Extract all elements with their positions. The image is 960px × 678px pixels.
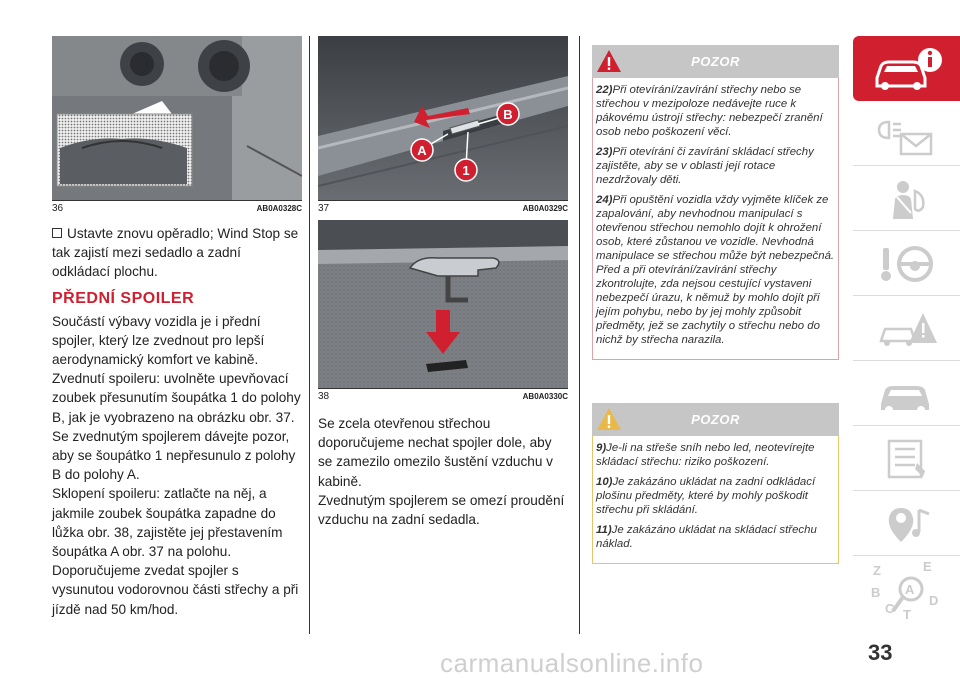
warning-title: POZOR xyxy=(691,412,740,427)
checkbox-bullet-icon xyxy=(52,228,62,238)
figure-code: AB0A0330C xyxy=(522,392,568,401)
index-letter: C xyxy=(884,600,894,616)
steering-wheel-key-icon xyxy=(867,238,947,288)
warning-item: 22)Při otevírání/zavírání střechy nebo se střechou v mezipoloze nedávejte ruce k pákovému ústrojí střechy: nebezpečí zranění osob nebo poškození věcí. xyxy=(596,84,823,138)
warning-item: 24)Při opuštění vozidla vždy vyjměte klíček ze zapalování, aby nevhodnou manipulací s otevřenou střechou nemohlo dojít k ohrožení osob, které zůstanou ve vozidle. Nevhodná manipulace se střechou může být nebezpečná. Před a při otevírání/zavírání střechy zkontrolujte, zda nejsou cestující vystaveni nebezpečí úrazu, k němuž by mohlo dojít při jejím pohybu, nebo by jej mohly způsobit předměty, jež se zachytily o střechu nebo do nichž by střecha narazila. xyxy=(596,194,835,346)
warning-box-2 xyxy=(592,403,839,564)
tab-dashboard-lights[interactable] xyxy=(853,101,960,166)
figure-37 xyxy=(318,36,568,216)
car-maintenance-icon xyxy=(867,368,947,418)
figure-36-image xyxy=(52,36,302,200)
car-info-icon xyxy=(867,44,947,94)
paragraph: Sklopení spoileru: zatlačte na něj, a jakmile zoubek šoupátka zapadne do lůžka obr. 38, zajistěte jej přestavením šoupátka A obr. 37 na polohu. xyxy=(52,486,283,560)
figure-38 xyxy=(318,220,568,404)
paragraph: Součástí výbavy vozidla je i přední spojler, který lze zvednout pro lepší aerodynamický komfort ve kabině. xyxy=(52,313,265,368)
alphabetical-index-icon xyxy=(867,559,947,619)
warning-item: 9)Je-li na střeše sníh nebo led, neotevírejte skládací střechu: riziko poškození. xyxy=(596,442,815,468)
tab-alphabetical-index[interactable] xyxy=(853,556,960,621)
warning-header xyxy=(592,403,839,436)
paragraph: Se zvednutým spojlerem dávejte pozor, aby se šoupátko 1 nepřesunulo z polohy B do polohy A. xyxy=(52,428,296,483)
watermark: carmanualsonline.info xyxy=(440,648,704,678)
paragraph: Zvednutým spojlerem se omezí proudění vzduchu na zadní sedadla. xyxy=(318,492,565,528)
column-divider xyxy=(579,36,580,634)
index-letter: D xyxy=(928,592,938,608)
figure-number: 38 xyxy=(318,391,330,402)
tab-car-emergency[interactable] xyxy=(853,296,960,361)
tab-multimedia[interactable] xyxy=(853,491,960,556)
index-letter: A xyxy=(904,581,914,597)
section-title: PŘEDNÍ SPOILER xyxy=(52,289,195,307)
figure-38-image xyxy=(318,220,568,388)
tab-steering-key[interactable] xyxy=(853,231,960,296)
multimedia-music-icon xyxy=(867,498,947,548)
dashboard-lights-icon xyxy=(867,108,947,158)
paragraph: Zvednutí spoileru: uvolněte upevňovací zoubek přesunutím šoupátka 1 do polohy B, jak je vyobrazeno na obrázku obr. 37. xyxy=(52,371,301,425)
figure-38-caption xyxy=(318,388,568,404)
warning-header xyxy=(592,45,839,78)
paragraph: Doporučujeme zvedat spojler s vysunutou vodorovnou části střechy a při jízdě nad 50 km/hod. xyxy=(52,563,299,617)
figure-number: 37 xyxy=(318,203,330,214)
page-number: 33 xyxy=(868,640,893,665)
warning-triangle-icon xyxy=(596,49,622,73)
callout-b: B xyxy=(503,107,513,122)
airbag-safety-icon xyxy=(867,173,947,223)
tab-car-maintenance[interactable] xyxy=(853,361,960,426)
specifications-list-icon xyxy=(867,433,947,483)
figure-37-image xyxy=(318,36,568,200)
index-letter: T xyxy=(902,606,911,619)
tab-car-info[interactable] xyxy=(853,36,960,101)
figure-37-caption xyxy=(318,200,568,216)
paragraph: Se zcela otevřenou střechou doporučujeme nechat spojler dole, aby se zamezilo omezilo šustění vzduchu v kabině. xyxy=(318,416,553,489)
figure-36-caption xyxy=(52,200,302,216)
callout-1: 1 xyxy=(462,163,470,178)
index-letter: Z xyxy=(872,562,881,578)
warning-item: 10)Je zakázáno ukládat na zadní odkládací plošinu předměty, které by mohly poškodit střechu při skládání. xyxy=(596,476,816,516)
warning-triangle-icon xyxy=(596,407,622,431)
warning-item: 23)Při otevírání či zavírání skládací střechy zajistěte, aby se v oblasti její rotace nezdržovaly děti. xyxy=(596,146,814,186)
figure-code: AB0A0328C xyxy=(256,204,302,213)
warning-box-1 xyxy=(592,45,839,360)
tab-airbag-safety[interactable] xyxy=(853,166,960,231)
figure-36 xyxy=(52,36,302,216)
figure-code: AB0A0329C xyxy=(522,204,568,213)
chapter-tabs xyxy=(853,36,960,621)
warning-body xyxy=(592,78,839,360)
index-letter: E xyxy=(922,558,932,574)
index-letter: B xyxy=(870,584,880,600)
warning-title: POZOR xyxy=(691,54,740,69)
tab-specifications[interactable] xyxy=(853,426,960,491)
bullet-text: Ustavte znovu opěradlo; Wind Stop se tak zajistí mezi sedadlo a zadní odkládací plochu. xyxy=(52,226,299,280)
column-divider xyxy=(309,36,310,634)
callout-a: A xyxy=(417,143,427,158)
warning-body xyxy=(592,436,839,564)
car-emergency-icon xyxy=(867,303,947,353)
warning-item: 11)Je zakázáno ukládat na skládací střechu náklad. xyxy=(596,524,817,550)
figure-number: 36 xyxy=(52,203,64,214)
bullet-paragraph xyxy=(52,224,302,282)
